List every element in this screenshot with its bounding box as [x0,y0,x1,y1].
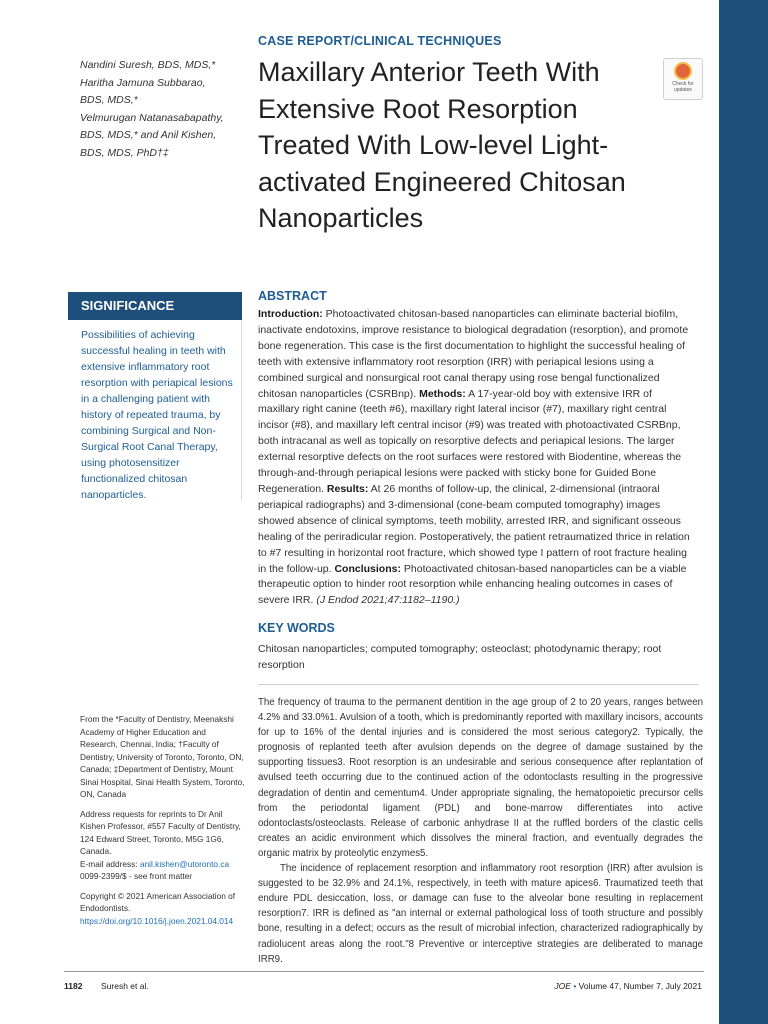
bullet-separator: • [573,981,577,991]
copyright-text: Copyright © 2021 American Association of Endodontists. [80,890,236,913]
article-title: Maxillary Anterior Teeth With Extensive Root Resorption Treated With Low-level Light-activated Engineered Chitosan Nanoparticles [258,57,626,233]
author-line: BDS, MDS,* [80,94,138,106]
footer-divider [64,971,704,972]
right-color-bar [719,0,768,1024]
doi-link[interactable]: https://doi.org/10.1016/j.joen.2021.04.014 [80,915,234,926]
abstract-heading: ABSTRACT [258,289,327,303]
check-for-updates-button[interactable] [663,58,703,100]
author-line: BDS, MDS,* and Anil Kishen, [80,129,217,141]
abstract-intro: Photoactivated chitosan-based nanoparticles can eliminate bacterial biofilm, inactivate endotoxins, improve resistance to biological degradation (resorption), and promote bone regeneration. This case is the first documentation to highlight the successful healing of teeth with extensive inflammatory root resorption (IRR) with periapical lesions using a combined surgical and nonsurgical root canal therapy using rose bengal functionalized chitosan nanoparticles (CSRBnp). [258,308,689,400]
section-divider [258,684,698,685]
issn-text: 0099-2399/$ - see front matter [80,871,193,881]
address-text: Address requests for reprints to Dr Anil Kishen Professor, #557 Faculty of Dentistry, 124 Edward Street, Toronto, M5G 1G6, Canada. [80,808,241,856]
check-updates-label: Check for updates [672,81,694,93]
abstract-results-label: Results: [326,482,369,495]
keywords-text: Chitosan nanoparticles; computed tomography; osteoclast; photodynamic therapy; root resorption [258,643,662,671]
email-label: E-mail address: [80,858,140,869]
journal-name: JOE [554,981,571,991]
journal-info [520,981,702,991]
author-line: Haritha Jamuna Subbarao, [80,76,206,89]
author-line: Velmurugan Natanasabapathy, [80,111,224,124]
abstract-methods-label: Methods: [419,387,466,400]
abstract-conclusions-label: Conclusions: [334,562,401,575]
significance-heading: SIGNIFICANCE [68,292,242,320]
body-paragraph: The incidence of replacement resorption and inflammatory root resorption (IRR) after avulsion is suggested to be 32.9% and 24.1%, respectively, in teeth with mature apices6. Traumatized teeth that endure PDL desiccation, loss, or damage can fuse to the alveolar bone resulting in replacement resorption7. IRR is defined as "an internal or external pathological loss of tooth structure and possibly bone, resulting in a defect; occurs as the result of microbial infection, characterized radiographically by radiolucent areas along the root."8 Preventive or interceptive strategies are deliberated to manage IRR9. [258,863,703,965]
body-paragraph: The frequency of trauma to the permanent dentition in the age group of 2 to 20 years, ranges between 4.2% and 33.0%1. Avulsion of a tooth, which is predominantly reported with maxillary incisors, accounts for up to 16% of the dental injuries and is considered the most serious category2. Typically, the prognosis of replanted teeth after avulsion depends on the degree of damage sustained by the supporting tissues3. Root resorption is an undesirable and serious consequence after replantation of avulsed teeth occurring due to the continued action of the odontoclasts resulting in the progressive degradation of dentin and cementum4. Under appropriate signaling, the hematopoietic precursor cells from the periodontal ligament (PDL) and bone-marrow differentiates into active odontoclasts/osteoclasts. Release of carbonic anhydrase II at the ruffled borders of the clastic cells creates an acidic environment which dissolves the mineral fraction, and eventually degrades the organic matrix by proteolytic enzymes5. [258,697,703,859]
reprint-address [80,808,245,883]
keywords-heading: KEY WORDS [258,621,335,635]
body-text [258,695,703,967]
article-category: CASE REPORT/CLINICAL TECHNIQUES [258,34,502,48]
affiliation-text: From the *Faculty of Dentistry, Meenakshi Academy of Higher Education and Research, Chennai, India; †Faculty of Dentistry, University of Toronto, Toronto, ON, Canada; ‡Department of Dentistry, Mount Sinai Hospital, Sinai Health System, Toronto, ON, Canada [80,714,245,799]
author-line: BDS, MDS, PhD†‡ [80,146,169,159]
abstract-results: At 26 months of follow-up, the clinical, 2-dimensional (intraoral periapical radiographs) and 3-dimensional (cone-beam computed tomography) images showed absence of clinical symptoms, teeth mobility, arrested IRR, and significant osseous healing of the periradicular region. Postoperatively, the patient retraumatized thrice in relation to #7 resulting in horizontal root fracture, which showed type I pattern of root fracture healing in the follow-up. [258,482,690,575]
significance-text: Possibilities of achieving successful healing in teeth with extensive inflammatory root resorption with periapical lesions in a challenging patient with history of repeated trauma, by combining Surgical and Non-Surgical Root Canal Therapy, using photosensitizer functionalized chitosan nanoparticles. [68,320,242,500]
volume-info: Volume 47, Number 7, July 2021 [578,981,702,991]
author-list [80,57,255,162]
abstract-intro-label: Introduction: [258,308,323,320]
abstract-text [258,307,690,609]
copyright-block [80,890,245,928]
check-updates-icon [674,62,692,80]
email-link[interactable]: anil.kishen@utoronto.ca [139,858,230,869]
abstract-citation: (J Endod 2021;47:1182–1190.) [316,594,460,607]
abstract-methods: A 17-year-old boy with extensive IRR of maxillary right canine (teeth #6), maxillary right lateral incisor (#7), maxillary right central incisor (#8), and maxillary left central incisor (#9) was treated with photoactivated CSRBnp, both intracanal as well as topically on resorptive defects and periapical lesions. The larger external resorptive defects on the root surfaces were restored with Biodentine, whereas the through-and-through periapical lesions were packed with sticky bone for Guided Bone Regeneration. [258,387,682,495]
affiliations-block [80,713,245,934]
running-head: Suresh et al. [101,981,149,991]
author-line: Nandini Suresh, BDS, MDS,* [80,59,216,71]
page-number: 1182 [64,981,83,991]
abstract-conclusions: Photoactivated chitosan-based nanoparticles can be a viable therapeutic option to hinder root resorption while enhancing healing outcomes in cases of severe IRR. [258,562,687,607]
